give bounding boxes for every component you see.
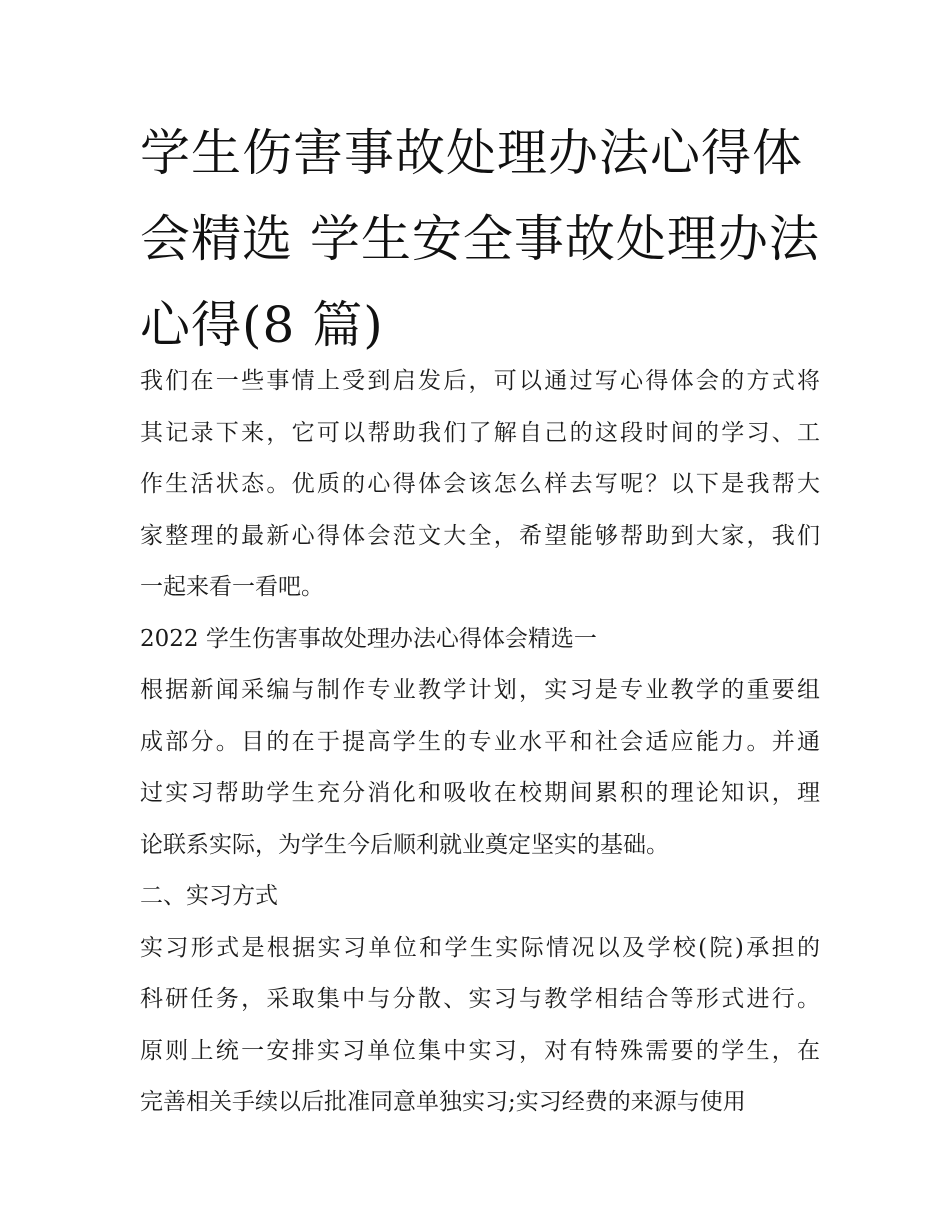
text-line: 科研任务，采取集中与分散、实习与教学相结合等形式进行。 — [140, 986, 820, 1012]
document-body — [140, 356, 820, 1129]
text-line: 一起来看一看吧。 — [140, 574, 324, 600]
text-line: 二、实习方式 — [140, 883, 278, 909]
intro-paragraph — [140, 356, 820, 614]
text-line: 原则上统一安排实习单位集中实习，对有特殊需要的学生，在 — [140, 1037, 820, 1064]
text-line: 我们在一些事情上受到启发后，可以通过写心得体会的方式将 — [140, 368, 820, 394]
section-heading — [140, 614, 820, 666]
section-heading — [140, 871, 820, 923]
text-line: 2022 学生伤害事故处理办法心得体会精选一 — [140, 625, 597, 652]
title-line: 会精选 学生安全事故处理办法 — [140, 210, 820, 268]
text-line: 作生活状态。优质的心得体会该怎么样去写呢？以下是我帮大 — [140, 471, 820, 497]
body-paragraph — [140, 923, 820, 1129]
title-line: 心得(8 篇) — [140, 296, 384, 354]
text-line: 家整理的最新心得体会范文大全，希望能够帮助到大家，我们 — [140, 522, 820, 549]
text-line: 实习形式是根据实习单位和学生实际情况以及学校(院)承担的 — [140, 934, 820, 961]
text-line: 过实习帮助学生充分消化和吸收在校期间累积的理论知识，理 — [140, 780, 820, 806]
text-line: 成部分。目的在于提高学生的专业水平和社会适应能力。并通 — [140, 728, 820, 755]
text-line: 其记录下来，它可以帮助我们了解自己的这段时间的学习、工 — [140, 419, 820, 446]
title-line: 学生伤害事故处理办法心得体 — [140, 124, 803, 182]
text-line: 论联系实际，为学生今后顺利就业奠定坚实的基础。 — [140, 831, 669, 858]
body-paragraph — [140, 665, 820, 871]
text-line: 完善相关手续以后批准同意单独实习;实习经费的来源与使用 — [140, 1089, 746, 1115]
text-line: 根据新闻采编与制作专业教学计划，实习是专业教学的重要组 — [140, 677, 820, 703]
document-title — [140, 110, 830, 368]
